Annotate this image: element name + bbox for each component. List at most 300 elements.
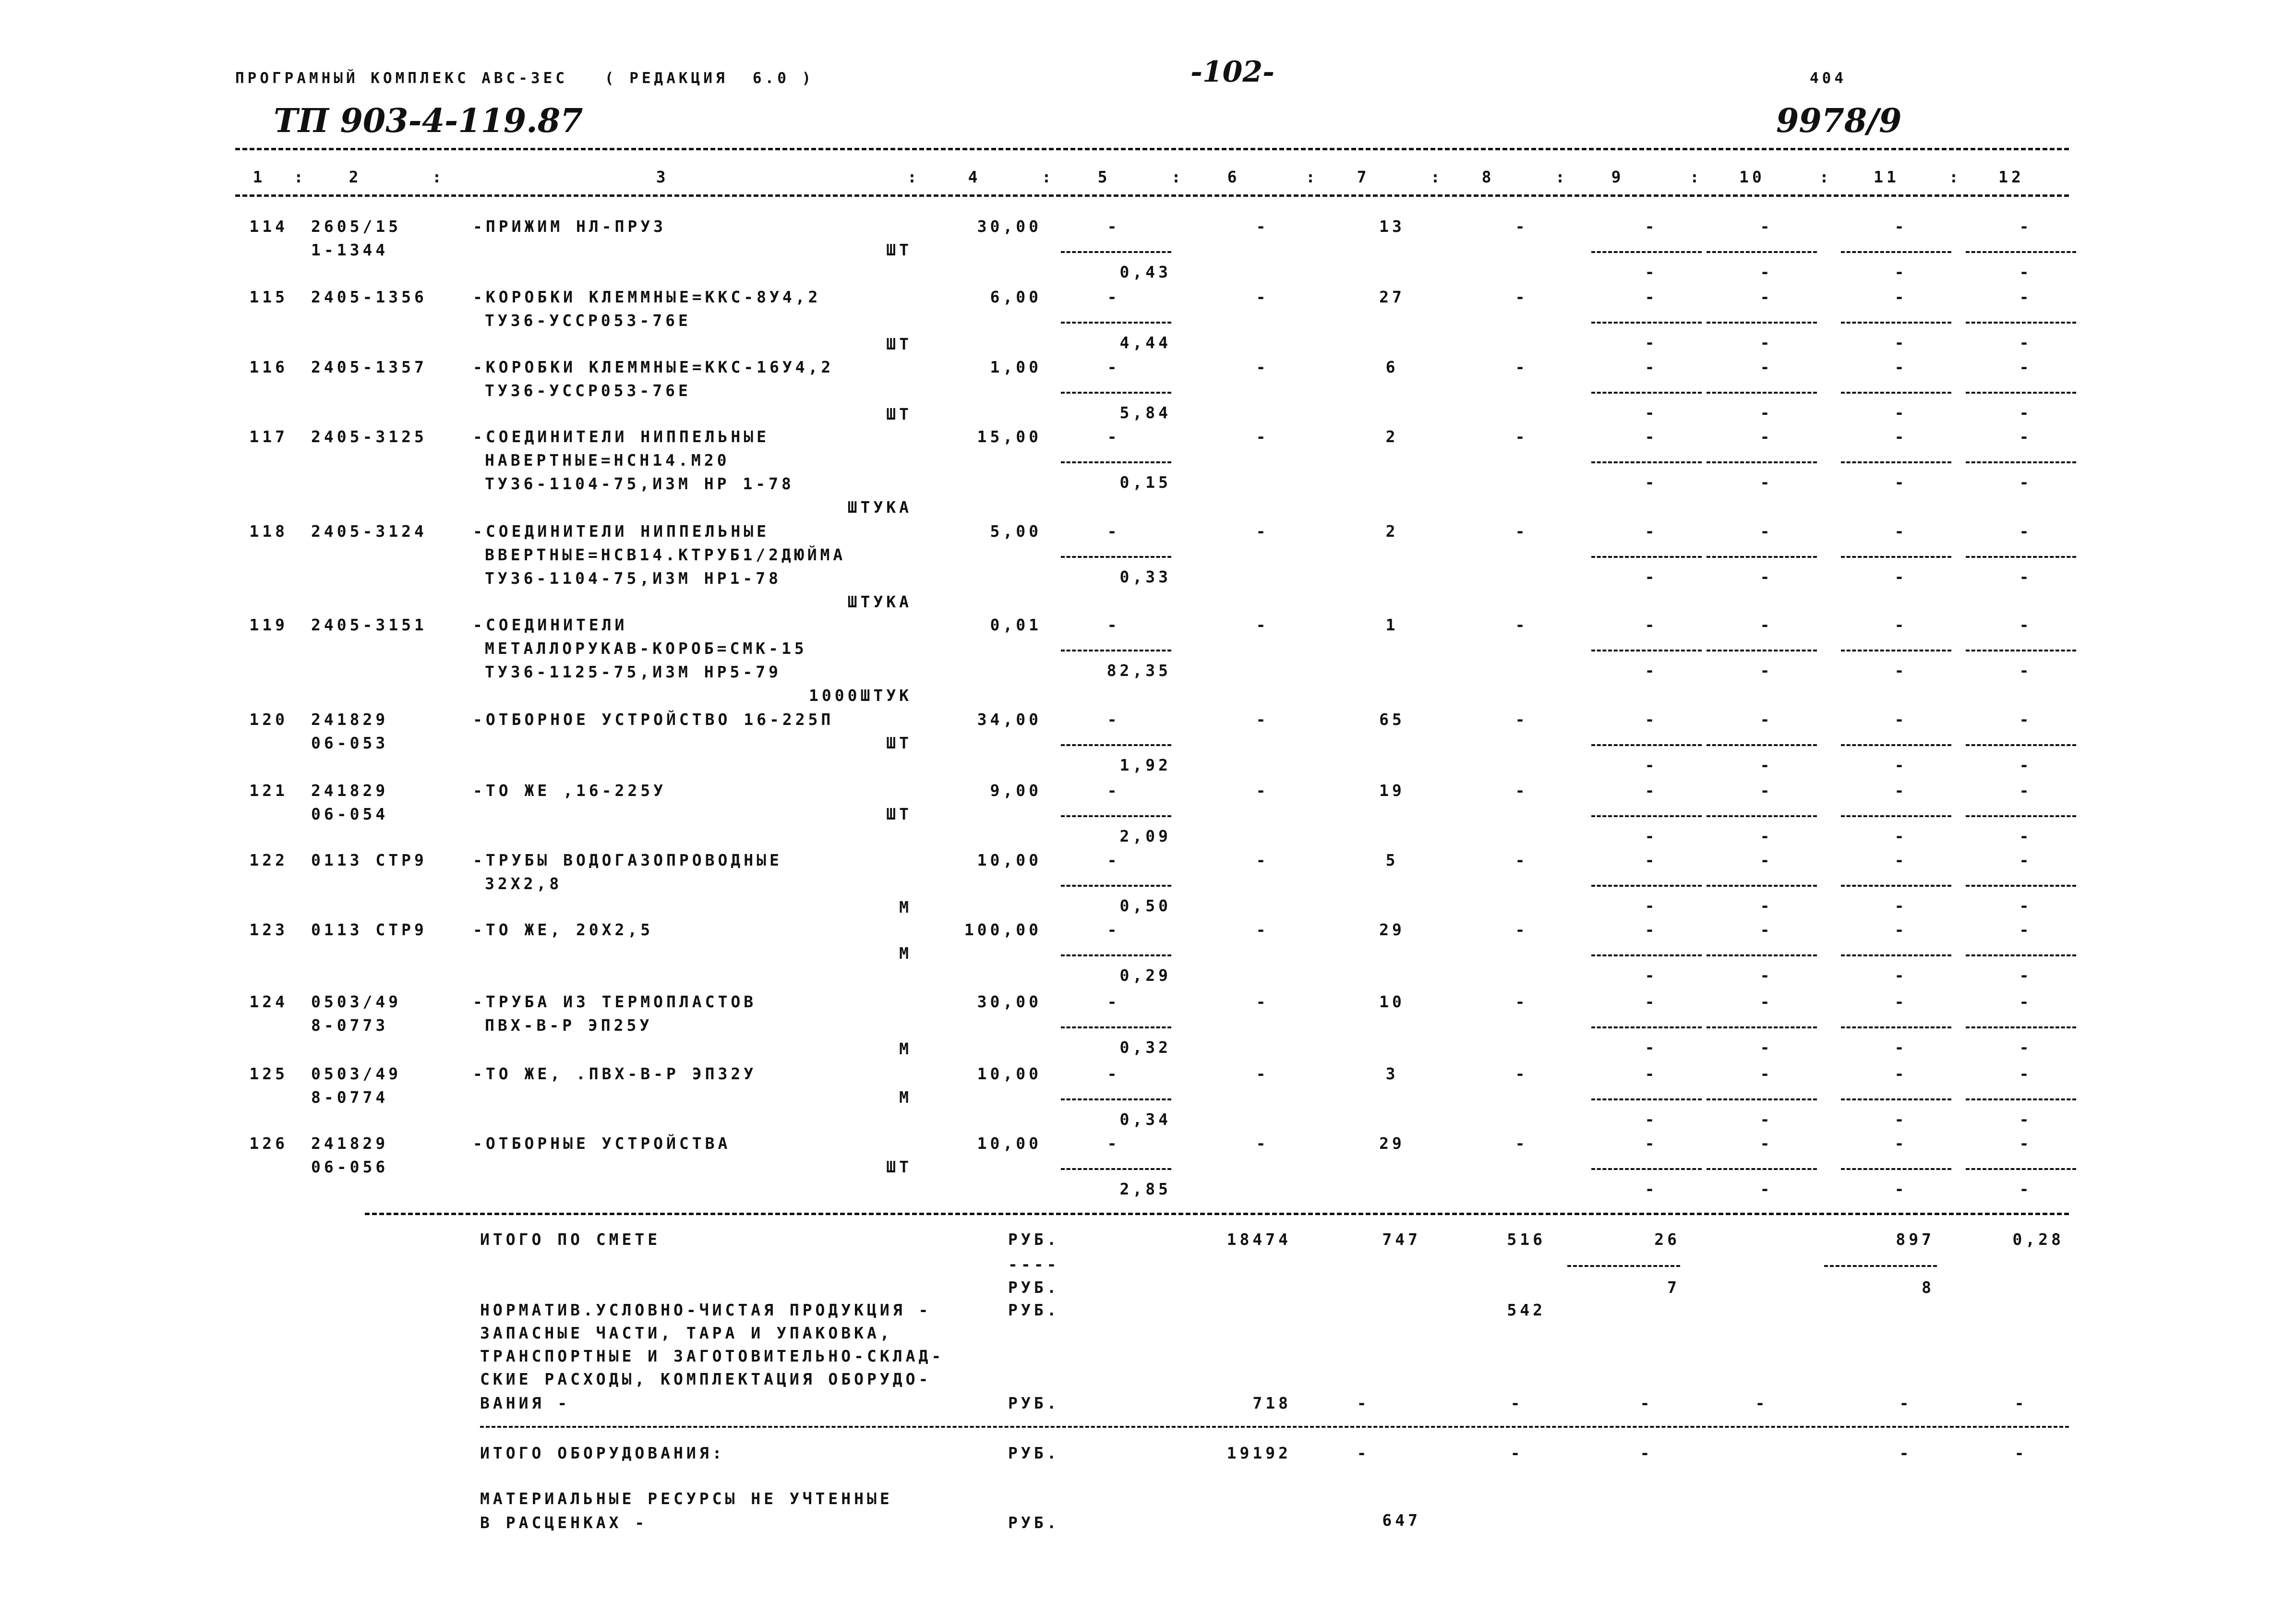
row-c11-bottom: - [1894,473,1908,492]
row-col7: 5 [1385,851,1399,869]
column-header-2: 2 [349,168,362,186]
column-separator: : [1306,168,1319,186]
column-separator: : [1949,168,1962,186]
materials-currency: РУБ. [1008,1513,1060,1532]
row-price: 0,50 [1119,896,1171,915]
row-name: -ОТБОРНОЕ УСТРОЙСТВО 16-225П [473,710,834,729]
row-col7: 29 [1379,1134,1405,1153]
row-c9-rule [1591,251,1702,253]
row-c10-top: - [1760,781,1773,800]
row-c9-bottom: - [1645,333,1658,352]
row-col5-rule [1061,1098,1171,1100]
row-col5-rule [1061,392,1171,394]
row-name: ТУ36-1104-75,ИЗМ НР 1-78 [485,474,794,493]
row-col8: - [1515,217,1528,236]
row-code: 2405-3124 [311,522,427,541]
column-header-11: 11 [1874,168,1899,186]
row-c10-top: - [1760,920,1773,939]
row-c11-bottom: - [1894,567,1908,586]
row-c9-bottom: - [1645,1180,1658,1198]
row-c11-top: - [1894,1064,1908,1083]
itogo-col11-dash [1824,1265,1937,1267]
row-c10-rule [1707,650,1817,651]
header-rule [235,194,2069,197]
row-col5-rule [1061,251,1171,253]
row-name: -ТРУБЫ ВОДОГАЗОПРОВОДНЫЕ [473,851,782,869]
row-price: 0,15 [1119,473,1171,492]
row-name: -КОРОБКИ КЛЕММНЫЕ=ККС-16У4,2 [473,358,834,376]
row-c12-top: - [2019,217,2032,236]
row-code: 2405-3151 [311,615,427,634]
row-c11-bottom: - [1894,661,1908,680]
sub-col11: 8 [1922,1278,1935,1297]
itogo-label: ИТОГО ПО СМЕТЕ [480,1230,661,1249]
row-c10-bottom: - [1760,756,1773,774]
row-c10-bottom: - [1760,1038,1773,1057]
row-price: 0,43 [1119,263,1171,281]
row-c12-rule [1966,556,2076,558]
row-number: 118 [249,522,288,541]
row-c12-rule [1966,322,2076,324]
column-separator: : [907,168,920,186]
row-c11-bottom: - [1894,1180,1908,1198]
equip-col7: - [1357,1444,1370,1462]
row-quantity: 30,00 [977,992,1042,1011]
row-c10-rule [1707,556,1817,558]
row-quantity: 30,00 [977,217,1042,236]
row-c9-bottom: - [1645,567,1658,586]
row-name: МЕТАЛЛОРУКАВ-КОРОБ=СМК-15 [485,639,807,658]
row-c9-rule [1591,650,1702,651]
itogo-currency: РУБ. [1008,1230,1060,1249]
sheet-reference: 9978/9 [1776,102,1902,140]
row-c11-top: - [1894,217,1908,236]
row-c9-bottom: - [1645,403,1658,422]
row-code: 241829 [311,781,389,800]
row-c9-top: - [1645,920,1658,939]
row-c12-top: - [2019,1064,2032,1083]
row-c11-bottom: - [1894,756,1908,774]
row-unit: ШТ [886,241,912,259]
row-unit: М [899,1088,912,1107]
row-code: 8-0773 [311,1016,389,1035]
row-col7: 13 [1379,217,1405,236]
vaniya-col7: - [1357,1394,1370,1412]
row-c10-bottom: - [1760,473,1773,492]
vaniya-currency: РУБ. [1008,1394,1060,1412]
norm-line-1: НОРМАТИВ.УСЛОВНО-ЧИСТАЯ ПРОДУКЦИЯ - [480,1301,932,1319]
column-header-6: 6 [1227,168,1240,186]
row-c9-top: - [1645,1134,1658,1153]
row-c10-rule [1707,815,1817,817]
row-number: 123 [249,920,288,939]
row-col5-rule [1061,1168,1171,1170]
row-quantity: 10,00 [977,851,1042,869]
row-name: ВВЕРТНЫЕ=НСВ14.КТРУБ1/2ДЮЙМА [485,545,846,564]
row-c10-bottom: - [1760,263,1773,281]
row-c9-rule [1591,1098,1702,1100]
column-separator: : [432,168,445,186]
norm-line-2: ЗАПАСНЫЕ ЧАСТИ, ТАРА И УПАКОВКА, [480,1324,893,1342]
row-col7: 29 [1379,920,1405,939]
row-col6: - [1256,1134,1269,1153]
row-c12-rule [1966,815,2076,817]
row-quantity: 1,00 [990,358,1042,376]
row-number: 119 [249,615,288,634]
column-separator: : [294,168,307,186]
row-c10-rule [1707,885,1817,887]
sub-currency: РУБ. [1008,1278,1060,1297]
row-name: -СОЕДИНИТЕЛИ НИППЕЛЬНЫЕ [473,427,769,446]
column-header-8: 8 [1481,168,1495,186]
row-col8: - [1515,427,1528,446]
row-name: -ОТБОРНЫЕ УСТРОЙСТВА [473,1134,731,1153]
row-unit: ШТ [886,805,912,823]
vaniya-col10: - [1755,1394,1768,1412]
row-c10-bottom: - [1760,1180,1773,1198]
row-col5-dash: - [1107,217,1120,236]
column-header-4: 4 [968,168,981,186]
row-col8: - [1515,615,1528,634]
row-c9-bottom: - [1645,896,1658,915]
column-separator: : [1819,168,1832,186]
row-c10-rule [1707,392,1817,394]
row-c11-rule [1841,392,1951,394]
row-quantity: 9,00 [990,781,1042,800]
row-name: ПВХ-В-Р ЭП25У [485,1016,653,1035]
row-c12-top: - [2019,288,2032,306]
row-col8: - [1515,710,1528,729]
row-price: 4,44 [1119,333,1171,352]
row-c9-top: - [1645,358,1658,376]
row-c12-rule [1966,744,2076,746]
row-code: 06-053 [311,734,389,752]
column-header-7: 7 [1357,168,1370,186]
equip-col9: - [1640,1444,1653,1462]
row-code: 06-054 [311,805,389,823]
norm-currency: РУБ. [1008,1301,1060,1319]
row-price: 82,35 [1106,661,1171,680]
row-c12-rule [1966,461,2076,463]
page-number-handwritten: -102- [1190,55,1275,89]
row-col8: - [1515,781,1528,800]
row-c12-bottom: - [2019,1110,2032,1129]
row-name: -ТРУБА ИЗ ТЕРМОПЛАСТОВ [473,992,757,1011]
row-c11-top: - [1894,427,1908,446]
row-col6: - [1256,710,1269,729]
row-name: -ПРИЖИМ НЛ-ПРУЗ [473,217,667,236]
row-col7: 19 [1379,781,1405,800]
row-col7: 6 [1385,358,1399,376]
row-c10-top: - [1760,1064,1773,1083]
row-c10-top: - [1760,851,1773,869]
row-price: 0,29 [1119,966,1171,985]
row-col5-rule [1061,650,1171,651]
row-c12-bottom: - [2019,403,2032,422]
row-col5-rule [1061,815,1171,817]
equip-col8: - [1510,1444,1524,1462]
vaniya-col8: - [1510,1394,1524,1412]
row-c10-bottom: - [1760,966,1773,985]
row-c9-rule [1591,954,1702,956]
row-name: -ТО ЖЕ, .ПВХ-В-Р ЭП32У [473,1064,757,1083]
row-name: -СОЕДИНИТЕЛИ [473,615,628,634]
row-quantity: 34,00 [977,710,1042,729]
row-price: 2,09 [1119,827,1171,845]
row-c11-bottom: - [1894,403,1908,422]
row-c12-top: - [2019,522,2032,541]
row-c10-bottom: - [1760,403,1773,422]
row-c10-rule [1707,251,1817,253]
row-quantity: 6,00 [990,288,1042,306]
row-code: 0113 СТР9 [311,920,427,939]
row-col6: - [1256,358,1269,376]
row-unit: ШТУКА [847,592,912,611]
row-c12-bottom: - [2019,896,2032,915]
row-col8: - [1515,992,1528,1011]
itogo-currency-underline: ---- [1008,1255,1060,1274]
top-rule [235,148,2069,150]
row-c12-bottom: - [2019,567,2032,586]
row-col5-rule [1061,322,1171,324]
row-number: 116 [249,358,288,376]
row-c9-top: - [1645,522,1658,541]
row-name: НАВЕРТНЫЕ=НСН14.М20 [485,451,730,470]
row-c10-bottom: - [1760,333,1773,352]
row-code: 1-1344 [311,241,389,259]
row-c9-bottom: - [1645,1110,1658,1129]
row-c11-bottom: - [1894,1110,1908,1129]
materials-line-2: В РАСЦЕНКАХ - [480,1513,648,1532]
row-c10-top: - [1760,710,1773,729]
row-unit: ШТ [886,734,912,752]
row-col5-dash: - [1107,992,1120,1011]
row-c11-rule [1841,885,1951,887]
row-col6: - [1256,992,1269,1011]
row-c9-bottom: - [1645,661,1658,680]
row-col5-dash: - [1107,288,1120,306]
row-col7: 1 [1385,615,1399,634]
row-c10-rule [1707,744,1817,746]
row-c10-bottom: - [1760,1110,1773,1129]
row-quantity: 100,00 [964,920,1042,939]
row-c9-bottom: - [1645,756,1658,774]
row-price: 0,34 [1119,1110,1171,1129]
row-c11-bottom: - [1894,263,1908,281]
row-c10-bottom: - [1760,896,1773,915]
row-c11-rule [1841,322,1951,324]
row-number: 124 [249,992,288,1011]
row-col5-rule [1061,1026,1171,1028]
row-price: 5,84 [1119,403,1171,422]
row-c11-rule [1841,1168,1951,1170]
row-col5-dash: - [1107,427,1120,446]
row-c9-bottom: - [1645,966,1658,985]
row-c11-bottom: - [1894,827,1908,845]
row-c11-rule [1841,1098,1951,1100]
row-code: 2405-3125 [311,427,427,446]
norm-line-5: ВАНИЯ - [480,1394,571,1412]
row-code: 06-056 [311,1158,389,1176]
document-code: ТП 903-4-119.87 [274,102,583,140]
row-c11-top: - [1894,710,1908,729]
row-c9-rule [1591,1168,1702,1170]
column-separator: : [1430,168,1443,186]
row-c10-top: - [1760,217,1773,236]
column-separator: : [1555,168,1568,186]
row-c12-top: - [2019,427,2032,446]
row-col6: - [1256,920,1269,939]
row-c10-bottom: - [1760,661,1773,680]
row-c9-bottom: - [1645,473,1658,492]
row-c11-bottom: - [1894,1038,1908,1057]
row-col5-rule [1061,461,1171,463]
column-separator: : [1690,168,1703,186]
row-col8: - [1515,358,1528,376]
row-c12-rule [1966,954,2076,956]
itogo-col8: 516 [1507,1230,1546,1249]
row-code: 0503/49 [311,992,402,1011]
row-col8: - [1515,1064,1528,1083]
table-bottom-rule [365,1213,2069,1215]
row-name: -СОЕДИНИТЕЛИ НИППЕЛЬНЫЕ [473,522,769,541]
row-c11-rule [1841,461,1951,463]
row-c10-top: - [1760,522,1773,541]
row-c11-rule [1841,650,1951,651]
row-name: ТУ36-1125-75,ИЗМ НР5-79 [485,663,781,681]
row-number: 115 [249,288,288,306]
row-col6: - [1256,1064,1269,1083]
row-c10-rule [1707,1098,1817,1100]
row-col5-rule [1061,556,1171,558]
norm-line-4: СКИЕ РАСХОДЫ, КОМПЛЕКТАЦИЯ ОБОРУДО- [480,1370,932,1388]
row-c11-top: - [1894,358,1908,376]
norm-col8: 542 [1507,1301,1546,1319]
row-c10-top: - [1760,427,1773,446]
row-c11-top: - [1894,920,1908,939]
row-c9-top: - [1645,781,1658,800]
row-name: -КОРОБКИ КЛЕММНЫЕ=ККС-8У4,2 [473,288,821,306]
row-c11-top: - [1894,522,1908,541]
row-c12-top: - [2019,920,2032,939]
row-col5-rule [1061,885,1171,887]
row-c12-top: - [2019,992,2032,1011]
row-col7: 27 [1379,288,1405,306]
row-c9-bottom: - [1645,263,1658,281]
itogo-col6: 18474 [1226,1230,1291,1249]
row-c11-top: - [1894,992,1908,1011]
row-code: 2605/15 [311,217,402,236]
row-c11-rule [1841,1026,1951,1028]
row-c10-top: - [1760,615,1773,634]
row-c11-bottom: - [1894,966,1908,985]
row-col8: - [1515,522,1528,541]
row-c12-rule [1966,1098,2076,1100]
row-c9-bottom: - [1645,827,1658,845]
norm-line-3: ТРАНСПОРТНЫЕ И ЗАГОТОВИТЕЛЬНО-СКЛАД- [480,1347,945,1365]
row-c12-top: - [2019,781,2032,800]
row-code: 2405-1356 [311,288,427,306]
row-col5-dash: - [1107,615,1120,634]
row-c11-rule [1841,815,1951,817]
row-col6: - [1256,522,1269,541]
row-c9-top: - [1645,710,1658,729]
row-name: -ТО ЖЕ, 20Х2,5 [473,920,654,939]
row-col8: - [1515,1134,1528,1153]
row-number: 120 [249,710,288,729]
vaniya-col11: - [1899,1394,1912,1412]
row-price: 2,85 [1119,1180,1171,1198]
row-col5-dash: - [1107,710,1120,729]
row-quantity: 5,00 [990,522,1042,541]
vaniya-col6: 718 [1252,1394,1291,1412]
row-unit: ШТ [886,405,912,423]
row-c12-rule [1966,1026,2076,1028]
row-c9-top: - [1645,217,1658,236]
row-c12-bottom: - [2019,473,2032,492]
row-c12-top: - [2019,358,2032,376]
row-number: 122 [249,851,288,869]
row-code: 241829 [311,710,389,729]
row-unit: ШТ [886,335,912,353]
row-c9-bottom: - [1645,1038,1658,1057]
row-code: 8-0774 [311,1088,389,1107]
row-unit: М [899,898,912,917]
row-number: 126 [249,1134,288,1153]
row-c12-rule [1966,392,2076,394]
equip-col6: 19192 [1226,1444,1291,1462]
vaniya-col9: - [1640,1394,1653,1412]
row-c12-bottom: - [2019,966,2032,985]
row-c10-top: - [1760,288,1773,306]
column-header-1: 1 [252,168,266,186]
row-c11-rule [1841,954,1951,956]
row-col5-dash: - [1107,851,1120,869]
row-price: 0,32 [1119,1038,1171,1057]
row-quantity: 0,01 [990,615,1042,634]
itogo-col9: 26 [1654,1230,1680,1249]
vaniya-col12: - [2014,1394,2028,1412]
row-c10-top: - [1760,992,1773,1011]
row-c10-rule [1707,461,1817,463]
row-col5-dash: - [1107,1064,1120,1083]
row-c10-rule [1707,322,1817,324]
row-c10-rule [1707,1168,1817,1170]
row-quantity: 10,00 [977,1134,1042,1153]
row-col7: 2 [1385,427,1399,446]
itogo-col9-dash [1567,1265,1680,1267]
row-c9-rule [1591,885,1702,887]
row-col6: - [1256,851,1269,869]
row-c11-rule [1841,744,1951,746]
row-col5-rule [1061,744,1171,746]
row-code: 0503/49 [311,1064,402,1083]
row-col5-rule [1061,954,1171,956]
column-header-9: 9 [1611,168,1624,186]
row-c12-top: - [2019,615,2032,634]
row-col8: - [1515,288,1528,306]
row-quantity: 10,00 [977,1064,1042,1083]
row-c12-top: - [2019,1134,2032,1153]
column-separator: : [1042,168,1055,186]
row-c10-top: - [1760,1134,1773,1153]
row-unit: ШТ [886,1158,912,1176]
row-col6: - [1256,288,1269,306]
row-c9-rule [1591,815,1702,817]
row-c12-top: - [2019,851,2032,869]
row-col6: - [1256,427,1269,446]
row-c10-rule [1707,954,1817,956]
